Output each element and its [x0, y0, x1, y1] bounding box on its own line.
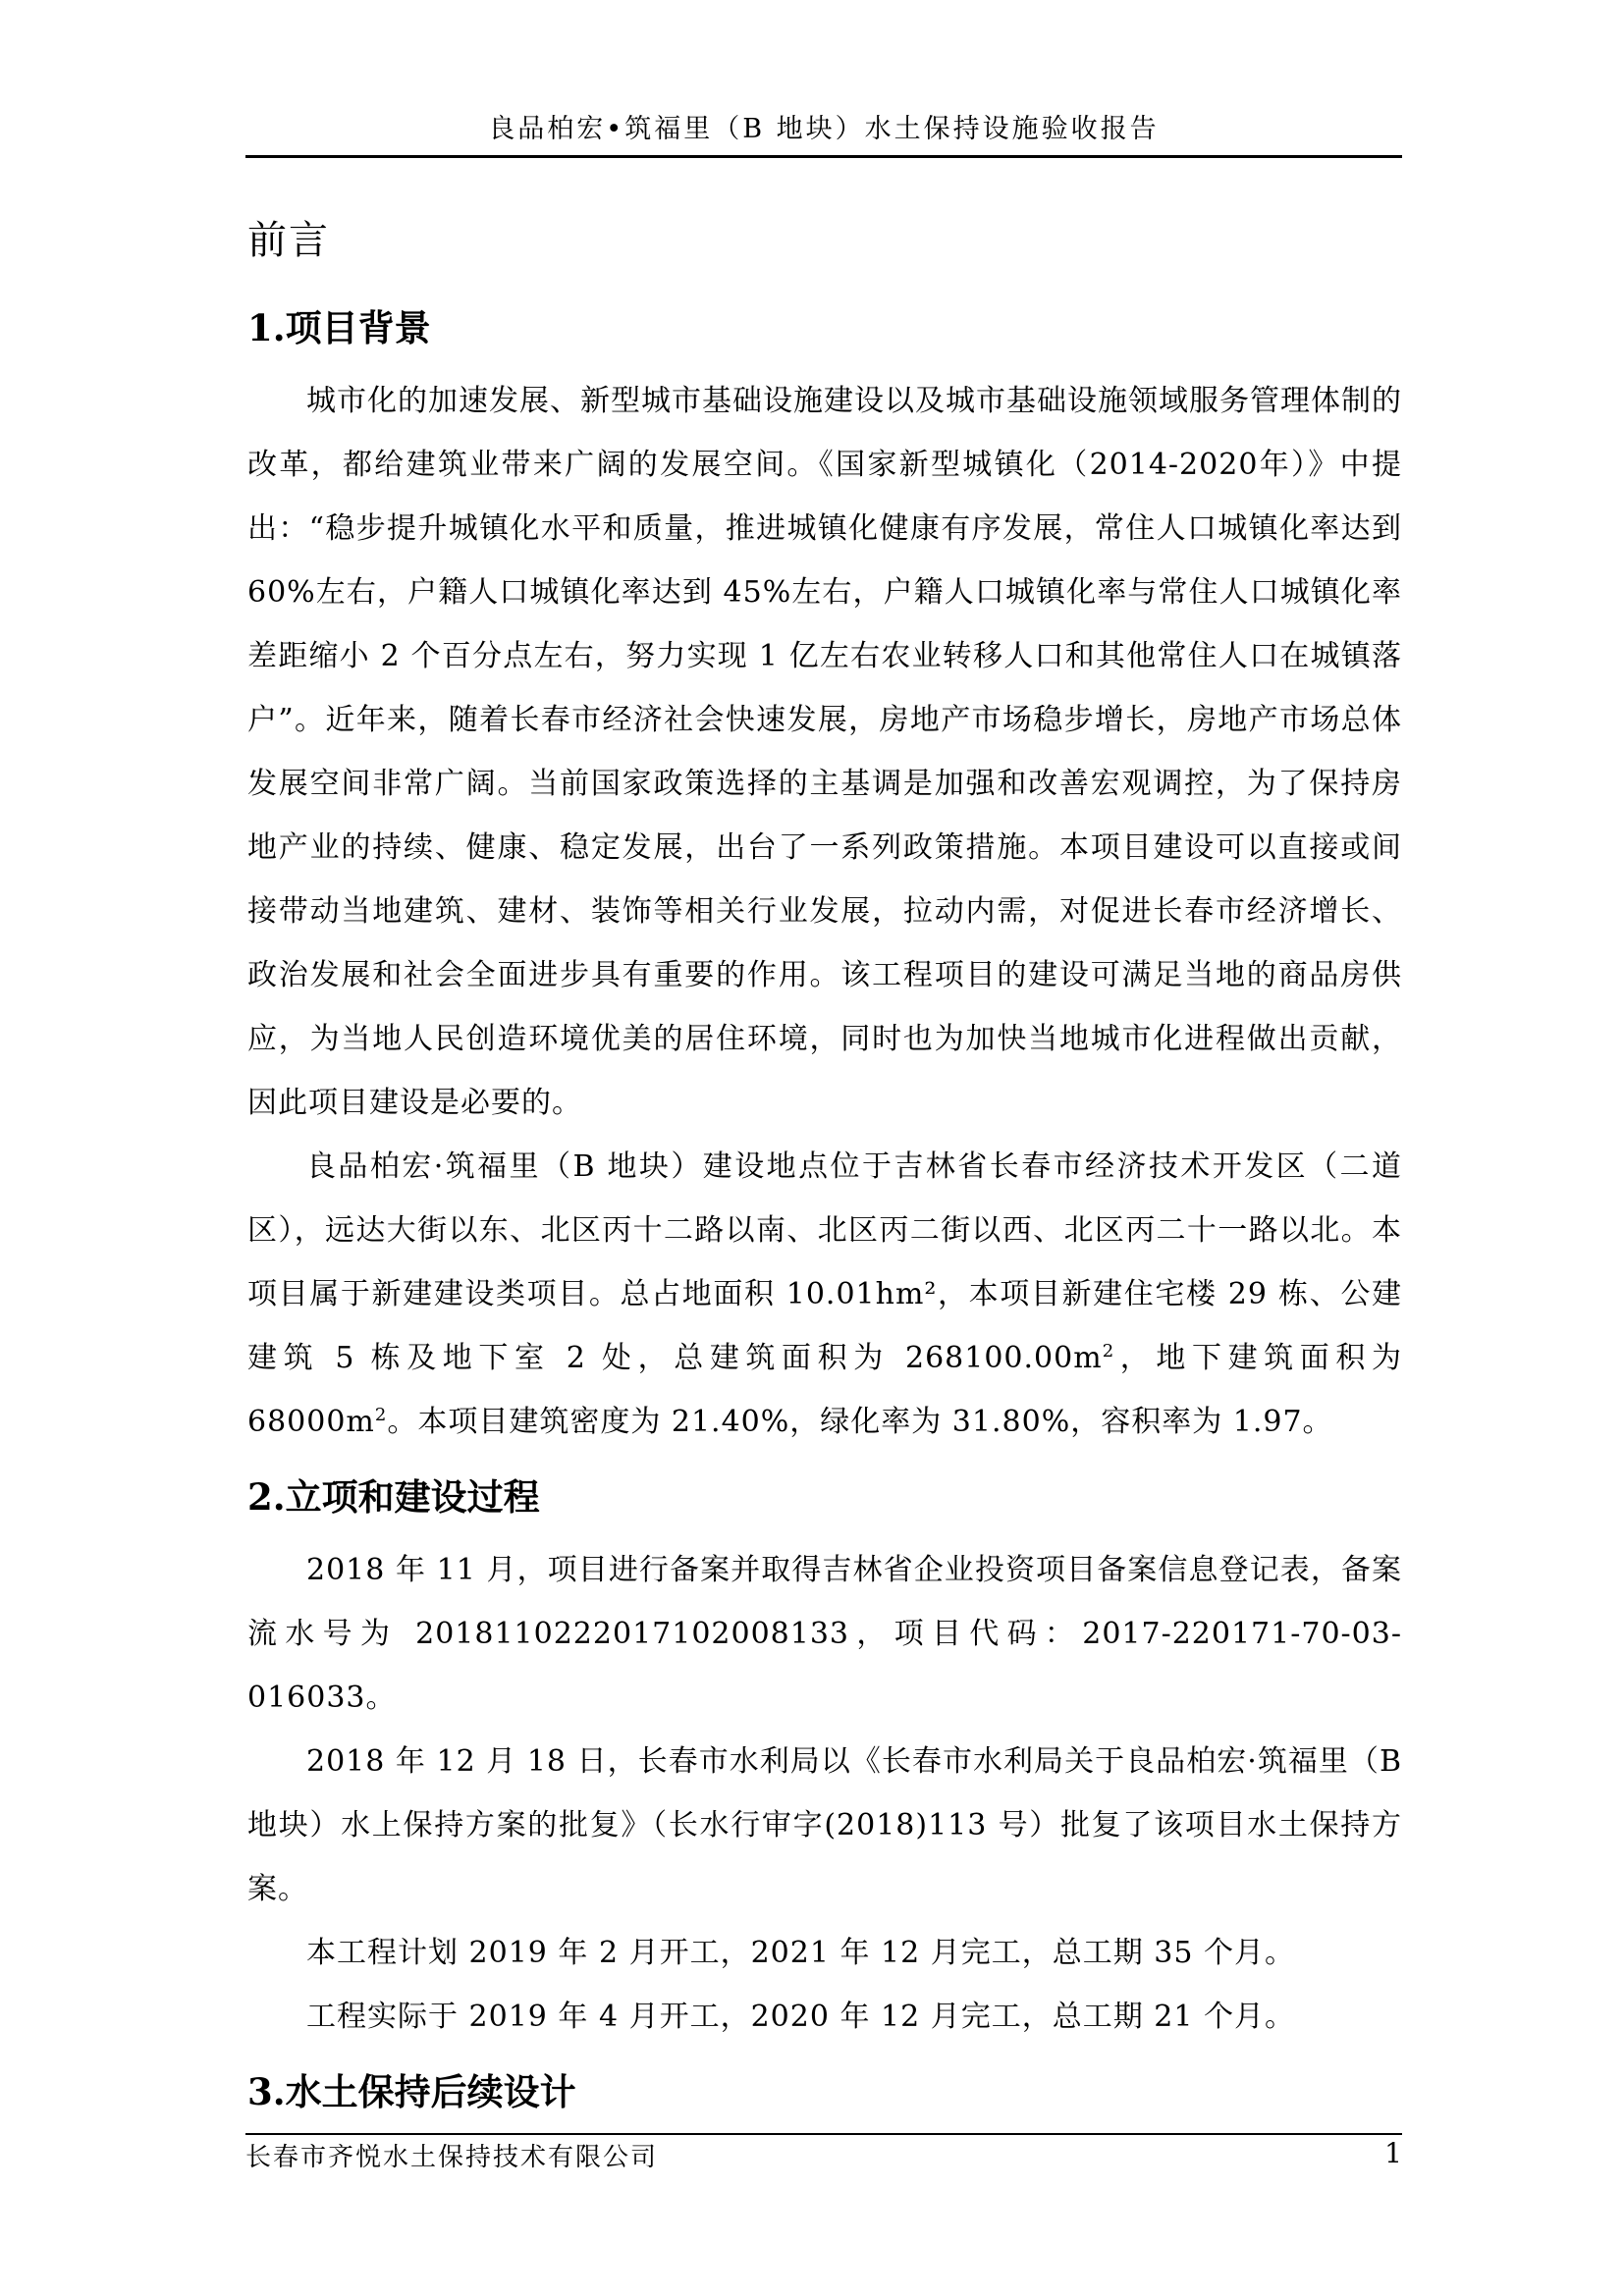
section-title-approval: 2.立项和建设过程: [247, 1475, 540, 1519]
paragraph-text: 良品柏宏·筑福里（B 地块）建设地点位于吉林省长春市经济技术开发区（二道区），远达大街以东、北区丙十二路以南、北区丙二街以西、北区丙二十一路以北。本项目属于新建建设类项目。总占地面积 10.01hm²，本项目新建住宅楼 29 栋、公建建筑 5 栋及地下室 2 处，总建筑面积为 268100.00m: [247, 1149, 1402, 1375]
paragraph: 工程实际于 2019 年 4 月开工，2020 年 12 月完工，总工期 21 个月。: [306, 2000, 1295, 2034]
paragraph-text: 。本项目建筑密度为 21.40%，绿化率为 31.80%，容积率为 1.97。: [387, 1405, 1333, 1439]
footer-rule: [245, 2133, 1402, 2135]
paragraph-text: ，地下建筑面积为 68000m: [247, 1341, 1402, 1439]
paragraph: [247, 1135, 1402, 1454]
paragraph: 本工程计划 2019 年 2 月开工，2021 年 12 月完工，总工期 35 个月。: [306, 1936, 1295, 1970]
superscript: 2: [374, 1405, 388, 1425]
superscript: 2: [1102, 1341, 1115, 1362]
preface-title: 前言: [247, 218, 330, 263]
section-title-followup-design: 3.水土保持后续设计: [247, 2070, 576, 2113]
paragraph: 2018 年 12 月 18 日，长春市水利局以《长春市水利局关于良品柏宏·筑福里（B 地块）水上保持方案的批复》（长水行审字(2018)113 号）批复了该项目水土保持方案。: [247, 1744, 1402, 1906]
footer-company: 长春市齐悦水土保持技术有限公司: [245, 2143, 659, 2172]
page-header: 良品柏宏•筑福里（B 地块）水土保持设施验收报告: [488, 114, 1160, 144]
document-body: [247, 196, 1402, 2133]
paragraph: 城市化的加速发展、新型城市基础设施建设以及城市基础设施领域服务管理体制的改革，都给建筑业带来广阔的发展空间。《国家新型城镇化（2014-2020年）》中提出：“稳步提升城镇化水平和质量，推进城镇化健康有序发展，常住人口城镇化率达到 60%左右，户籍人口城镇化率达到 45%左右，户籍人口城镇化率与常住人口城镇化率差距缩小 2 个百分点左右，努力实现 1 亿左右农业转移人口和其他常住人口在城镇落户”。近年来，随着长春市经济社会快速发展，房地产市场稳步增长，房地产市场总体发展空间非常广阔。当前国家政策选择的主基调是加强和改善宏观调控，为了保持房地产业的持续、健康、稳定发展，出台了一系列政策措施。本项目建设可以直接或间接带动当地建筑、建材、装饰等相关行业发展，拉动内需，对促进长春市经济增长、政治发展和社会全面进步具有重要的作用。该工程项目的建设可满足当地的商品房供应，为当地人民创造环境优美的居住环境，同时也为加快当地城市化进程做出贡献，因此项目建设是必要的。: [247, 384, 1402, 1120]
header-rule: [245, 155, 1402, 158]
section-title-background: 1.项目背景: [247, 306, 431, 349]
paragraph: 2018 年 11 月，项目进行备案并取得吉林省企业投资项目备案信息登记表，备案流水号为 20181102220171020081​33，项目代码：2017-220171-70-03-016033。: [247, 1553, 1402, 1715]
page-number: 1: [1384, 2137, 1402, 2169]
